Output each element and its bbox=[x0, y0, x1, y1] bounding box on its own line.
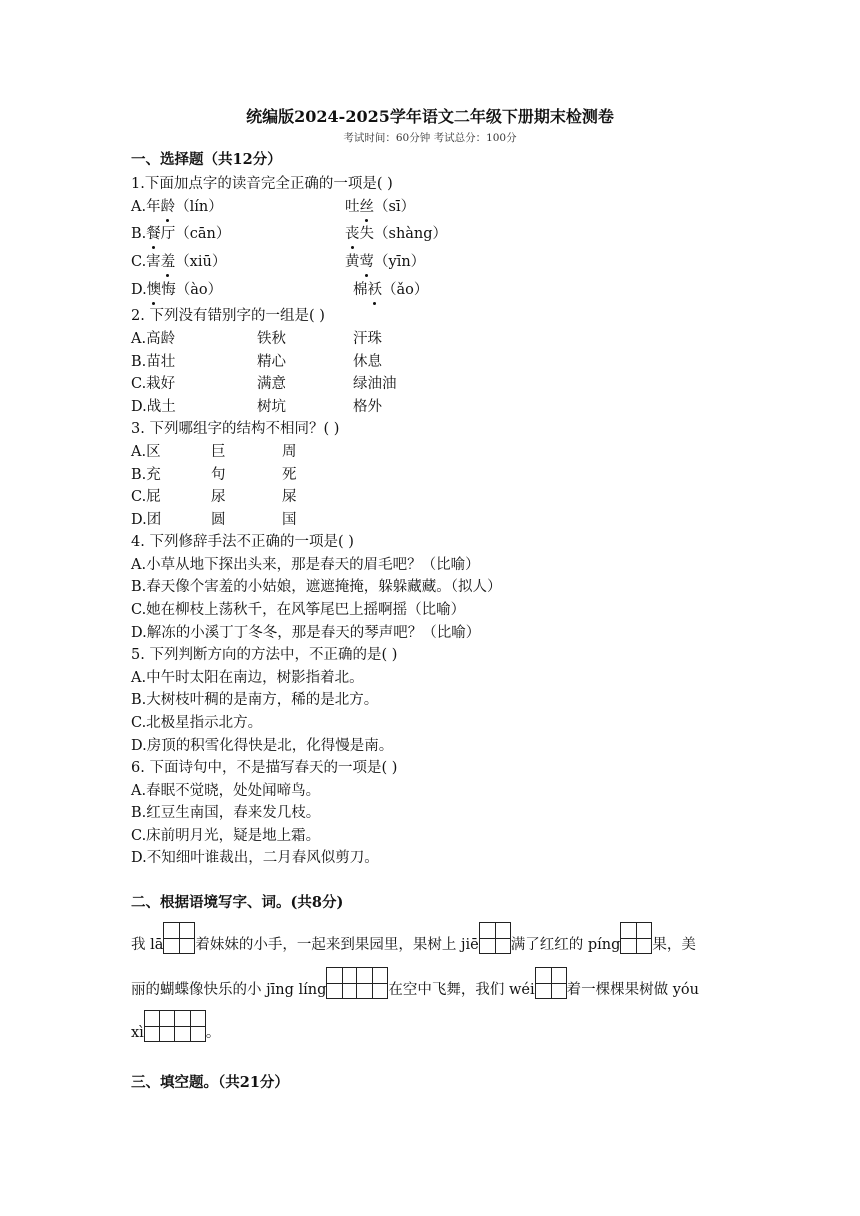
q1-option-d1 bbox=[131, 281, 222, 299]
q4-option-a: A.小草从地下探出头来，那是春天的眉毛吧？（比喻） bbox=[131, 557, 480, 573]
q3-option-a-char3: 周 bbox=[282, 444, 297, 460]
text: 满了红红的 píng bbox=[510, 937, 621, 953]
text: 着妹妹的小手，一起来到果园里，果树上 jiē bbox=[195, 937, 479, 953]
q3-option-c-char2: 尿 bbox=[211, 489, 226, 505]
answer-box-wei[interactable] bbox=[535, 967, 567, 999]
text: 我 lā bbox=[131, 937, 164, 953]
q3-option-b: B.充 bbox=[131, 467, 161, 483]
q3-option-a-char2: 巨 bbox=[211, 444, 226, 460]
dotted-char: 丧 bbox=[345, 226, 360, 242]
text: xì bbox=[131, 1025, 144, 1041]
text: 。 bbox=[205, 1025, 221, 1041]
q2-option-a: A.高龄 bbox=[131, 331, 176, 347]
q6-option-d: D.不知细叶谁裁出，二月春风似剪刀。 bbox=[131, 850, 379, 866]
text: 黄 bbox=[345, 254, 360, 270]
dotted-char: 餐 bbox=[146, 226, 161, 242]
q3-option-b-char3: 死 bbox=[282, 467, 297, 483]
q2-option-d: D.战土 bbox=[131, 399, 176, 415]
q4-option-d: D.解冻的小溪丁丁冬冬，那是春天的琴声吧？（比喻） bbox=[131, 625, 481, 641]
dotted-char: 丝 bbox=[359, 199, 374, 215]
text: （lín） bbox=[175, 199, 223, 215]
q2-option-c-word3: 绿油油 bbox=[353, 376, 397, 392]
q6-option-c: C.床前明月光，疑是地上霜。 bbox=[131, 828, 321, 844]
q1-option-b1 bbox=[131, 225, 230, 243]
text: （sī） bbox=[374, 199, 416, 215]
fill-line-3 bbox=[131, 1010, 220, 1048]
dotted-char: 懊 bbox=[146, 282, 162, 298]
q3-option-c-char3: 屎 bbox=[282, 489, 297, 505]
answer-box-jingling[interactable] bbox=[326, 967, 388, 999]
text: （xiū） bbox=[175, 254, 227, 270]
text: 在空中飞舞，我们 wéi bbox=[388, 982, 535, 998]
section2-title: 二、根据语境写字、词。(共8分) bbox=[131, 894, 344, 911]
text: （ǎo） bbox=[382, 282, 429, 298]
text: 吐 bbox=[345, 199, 360, 215]
q3-option-c: C.屁 bbox=[131, 489, 161, 505]
q5-option-b: B.大树枝叶稠的是南方，稀的是北方。 bbox=[131, 692, 379, 708]
exam-info: 考试时间：60分钟 考试总分：100分 bbox=[343, 132, 517, 144]
text: 棉 bbox=[353, 282, 368, 298]
text: D. bbox=[131, 282, 147, 298]
q1-option-a1 bbox=[131, 198, 223, 216]
text: 着一棵棵果树做 yóu bbox=[566, 982, 699, 998]
answer-box-ping[interactable] bbox=[620, 922, 652, 954]
q6-option-a: A.春眠不觉晓，处处闻啼鸟。 bbox=[131, 783, 321, 799]
q2-option-b-word3: 休息 bbox=[353, 354, 382, 370]
q5-option-a: A.中午时太阳在南边，树影指着北。 bbox=[131, 670, 364, 686]
text: 丽的蝴蝶像快乐的小 jīng líng bbox=[131, 982, 327, 998]
q2-option-d-word3: 格外 bbox=[353, 399, 382, 415]
q1-option-a2 bbox=[345, 198, 415, 216]
section3-title: 三、填空题。（共21分） bbox=[131, 1074, 289, 1091]
q1-option-b2 bbox=[345, 225, 447, 243]
text: C.害 bbox=[131, 254, 161, 270]
q2-option-c-word2: 满意 bbox=[257, 376, 286, 392]
text: 失（shàng） bbox=[359, 226, 448, 242]
q5-option-d: D.房顶的积雪化得快是北，化得慢是南。 bbox=[131, 738, 394, 754]
q3-option-a: A.区 bbox=[131, 444, 161, 460]
q2-stem: 2. 下列没有错别字的一组是( ) bbox=[131, 308, 325, 324]
dotted-char: 袄 bbox=[367, 282, 382, 298]
answer-box-jie[interactable] bbox=[479, 922, 511, 954]
text: B. bbox=[131, 226, 147, 242]
q3-option-d: D.团 bbox=[131, 512, 162, 528]
q6-option-b: B.红豆生南国，春来发几枝。 bbox=[131, 805, 321, 821]
q2-option-d-word2: 树坑 bbox=[257, 399, 286, 415]
fill-line-1 bbox=[131, 922, 696, 960]
q3-option-d-char3: 国 bbox=[282, 512, 297, 528]
q1-option-c2 bbox=[345, 253, 425, 271]
q3-option-b-char2: 句 bbox=[211, 467, 226, 483]
q1-option-d2 bbox=[353, 281, 428, 299]
q3-option-d-char2: 圆 bbox=[211, 512, 226, 528]
text: 悔（ào） bbox=[161, 282, 223, 298]
q5-option-c: C.北极星指示北方。 bbox=[131, 715, 263, 731]
q6-stem: 6. 下面诗句中，不是描写春天的一项是( ) bbox=[131, 760, 398, 776]
q3-stem: 3. 下列哪组字的结构不相同？( ) bbox=[131, 421, 340, 437]
q4-stem: 4. 下列修辞手法不正确的一项是( ) bbox=[131, 534, 354, 550]
q2-option-c: C.栽好 bbox=[131, 376, 176, 392]
dotted-char: 莺 bbox=[359, 254, 374, 270]
text: 厅（cān） bbox=[160, 226, 231, 242]
q2-option-a-word2: 铁秋 bbox=[257, 331, 286, 347]
q1-stem: 1.下面加点字的读音完全正确的一项是( ) bbox=[131, 176, 393, 192]
text: 果，美 bbox=[652, 937, 696, 953]
q4-option-c: C.她在柳枝上荡秋千，在风筝尾巴上摇啊摇（比喻） bbox=[131, 602, 466, 618]
dotted-char: 龄 bbox=[160, 199, 176, 215]
q1-option-c1 bbox=[131, 253, 226, 271]
dotted-char: 羞 bbox=[160, 254, 176, 270]
text: （yīn） bbox=[374, 254, 426, 270]
answer-box-la[interactable] bbox=[163, 922, 195, 954]
fill-line-2 bbox=[131, 967, 699, 1005]
q2-option-b: B.苗壮 bbox=[131, 354, 176, 370]
answer-box-youxi[interactable] bbox=[144, 1010, 206, 1042]
q4-option-b: B.春天像个害羞的小姑娘，遮遮掩掩，躲躲藏藏。（拟人） bbox=[131, 579, 502, 595]
text: A.年 bbox=[131, 199, 161, 215]
q5-stem: 5. 下列判断方向的方法中，不正确的是( ) bbox=[131, 647, 398, 663]
q2-option-a-word3: 汗珠 bbox=[353, 331, 382, 347]
q2-option-b-word2: 精心 bbox=[257, 354, 286, 370]
section1-title: 一、选择题（共12分） bbox=[131, 151, 282, 168]
page-title: 统编版2024-2025学年语文二年级下册期末检测卷 bbox=[246, 107, 614, 126]
